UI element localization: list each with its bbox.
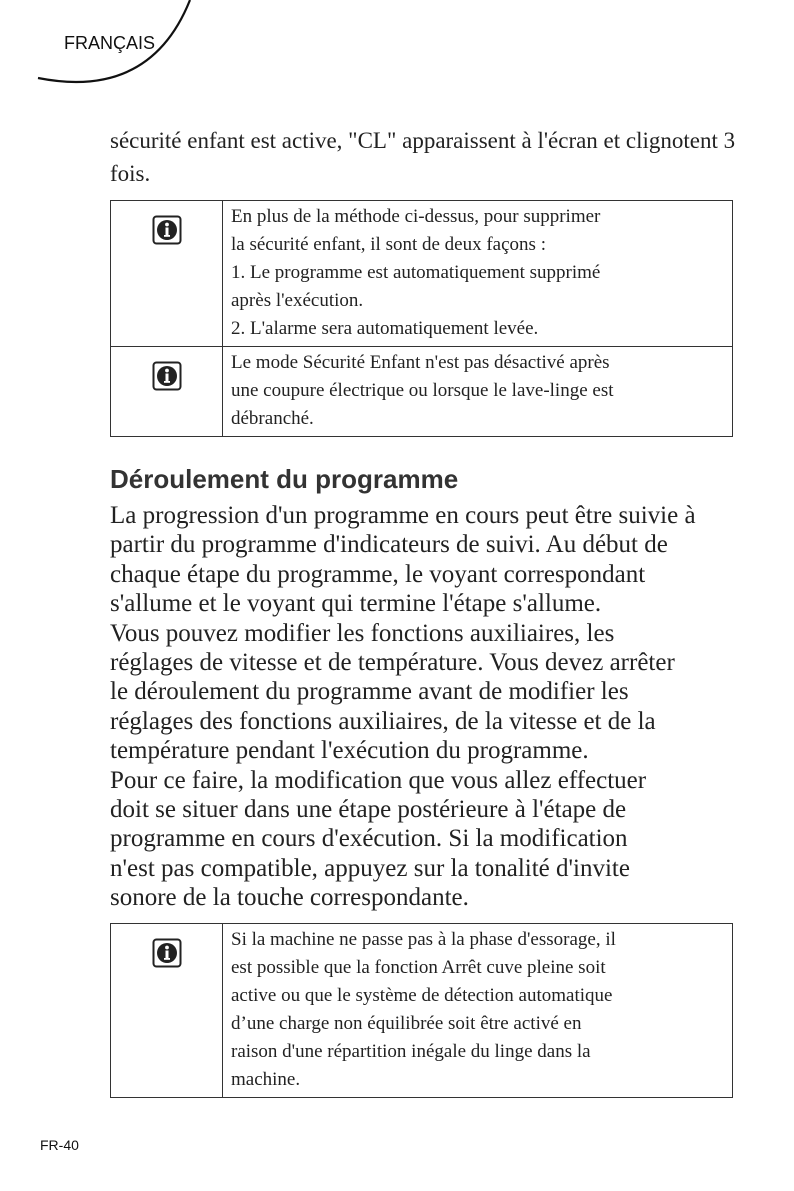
- body-line: sonore de la touche correspondante.: [110, 884, 469, 912]
- note-row: [111, 201, 733, 347]
- body-line: température pendant l'exécution du programme.: [110, 737, 589, 765]
- note-line: 1. Le programme est automatiquement supprimé: [231, 262, 601, 283]
- body-line: chaque étape du programme, le voyant correspondant: [110, 560, 646, 588]
- note-line: après l'exécution.: [231, 290, 364, 311]
- body-line: La progression d'un programme en cours peut être suivie à: [110, 502, 696, 529]
- info-icon: [152, 215, 182, 245]
- note-line: Le mode Sécurité Enfant n'est pas désactivé après: [231, 352, 610, 373]
- body-line: réglages de vitesse et de température. Vous devez arrêter: [110, 649, 675, 677]
- section-body: [110, 501, 750, 913]
- page-number: FR-40: [40, 1137, 79, 1153]
- note-line: machine.: [231, 1068, 301, 1090]
- body-line: Vous pouvez modifier les fonctions auxiliaires, les: [110, 619, 615, 647]
- note-line: d’une charge non équilibrée soit être activé en: [231, 1012, 582, 1034]
- note-row: [111, 347, 733, 437]
- body-line: Pour ce faire, la modification que vous allez effectuer: [110, 766, 647, 794]
- note-line: 2. L'alarme sera automatiquement levée.: [231, 318, 539, 339]
- note-line: Si la machine ne passe pas à la phase d'essorage, il: [231, 928, 616, 950]
- note-line: débranché.: [231, 408, 314, 429]
- body-line: le déroulement du programme avant de modifier les: [110, 678, 629, 706]
- body-line: réglages des fonctions auxiliaires, de la vitesse et de la: [110, 707, 656, 735]
- note-row: [111, 923, 733, 1097]
- info-icon: [152, 938, 182, 968]
- page-content: [110, 124, 750, 1098]
- note-line: une coupure électrique ou lorsque le lave-linge est: [231, 380, 614, 401]
- note-line: active ou que le système de détection automatique: [231, 984, 613, 1006]
- intro-text: sécurité enfant est active, "CL" apparaissent à l'écran et clignotent 3 fois.: [110, 128, 736, 186]
- note-line: la sécurité enfant, il sont de deux façons :: [231, 234, 546, 255]
- notes-table-top: [110, 200, 733, 437]
- body-line: programme en cours d'exécution. Si la modification: [110, 825, 628, 853]
- body-line: n'est pas compatible, appuyez sur la tonalité d'invite: [110, 854, 630, 882]
- notes-table-bottom: [110, 923, 733, 1098]
- language-label: FRANÇAIS: [64, 33, 156, 53]
- body-line: s'allume et le voyant qui termine l'étape s'allume.: [110, 590, 602, 618]
- note-line: raison d'une répartition inégale du linge dans la: [231, 1040, 591, 1062]
- body-line: partir du programme d'indicateurs de suivi. Au début de: [110, 531, 668, 559]
- note-line: En plus de la méthode ci-dessus, pour supprimer: [231, 206, 601, 227]
- info-icon: [152, 361, 182, 391]
- note-line: est possible que la fonction Arrêt cuve pleine soit: [231, 956, 606, 978]
- body-line: doit se situer dans une étape postérieure à l'étape de: [110, 796, 627, 824]
- section-title: Déroulement du programme: [110, 464, 459, 494]
